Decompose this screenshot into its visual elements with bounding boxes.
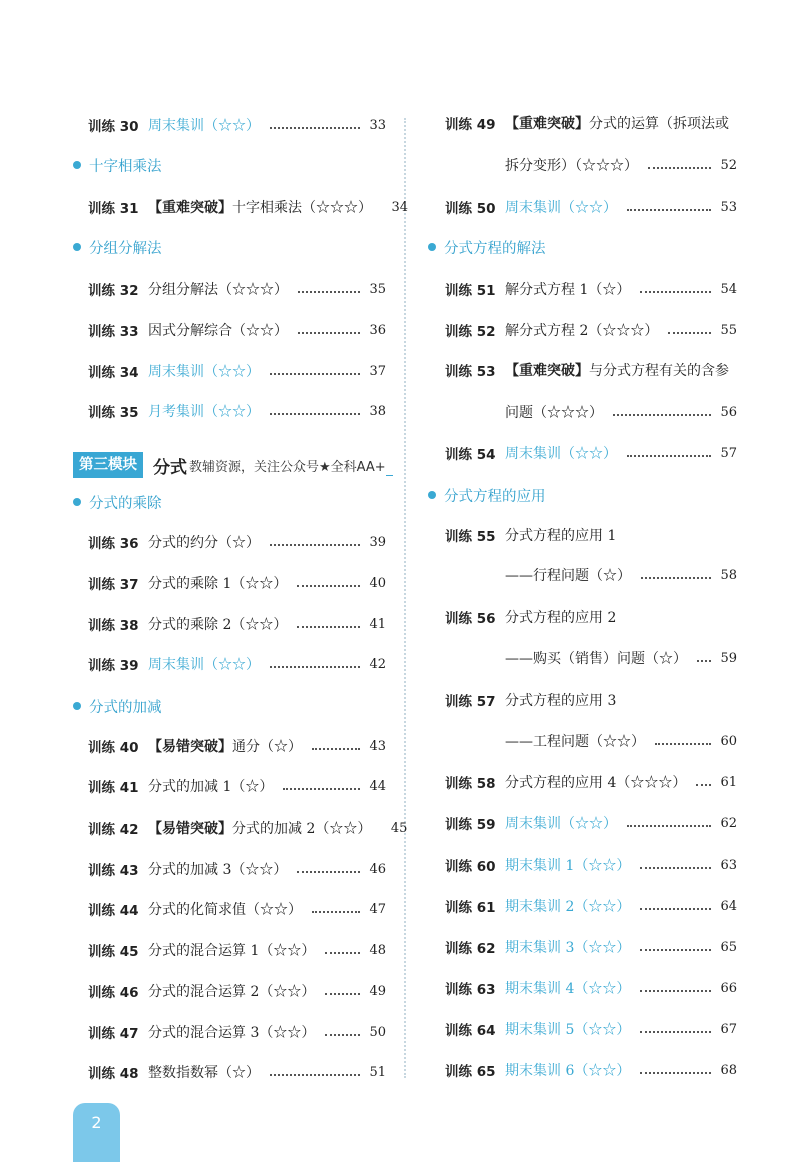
entry-title: 分组分解法（☆☆☆） [148, 282, 288, 298]
entry-title: 周末集训（☆☆） [505, 816, 617, 832]
section-header: 十字相乘法 [73, 154, 162, 176]
entry-number: 训练 45 [88, 944, 139, 960]
entry-page: 33 [369, 117, 386, 133]
entry-page: 40 [369, 575, 386, 591]
toc-entry[interactable] [445, 688, 737, 712]
entry-title: 十字相乘法（☆☆☆） [232, 200, 372, 216]
dot-leader [325, 952, 360, 954]
toc-entry[interactable] [88, 979, 386, 1003]
entry-page: 41 [369, 616, 386, 632]
entry-number: 训练 41 [88, 780, 139, 796]
entry-number: 训练 50 [445, 201, 496, 217]
bullet-dot-icon [73, 161, 81, 169]
toc-entry[interactable] [88, 195, 408, 219]
entry-title: 期末集训 1（☆☆） [505, 858, 631, 874]
toc-entry[interactable] [445, 811, 737, 835]
section-header: 分式的加减 [73, 695, 162, 717]
entry-page: 57 [720, 445, 737, 461]
entry-title: 分式的加减 2（☆☆） [232, 821, 372, 837]
toc-entry[interactable] [88, 816, 408, 840]
entry-page: 35 [369, 281, 386, 297]
dot-leader [270, 373, 360, 375]
toc-entry[interactable] [445, 935, 737, 959]
entry-number: 训练 62 [445, 941, 496, 957]
entry-number: 训练 51 [445, 283, 496, 299]
entry-page: 43 [369, 738, 386, 754]
dot-leader [641, 577, 711, 579]
entry-title: 解分式方程 2（☆☆☆） [505, 323, 659, 339]
entry-page: 59 [720, 650, 737, 666]
dot-leader [325, 1034, 360, 1036]
entry-page: 51 [369, 1064, 386, 1080]
toc-entry[interactable] [445, 770, 737, 794]
entry-title: 月考集训（☆☆） [148, 404, 260, 420]
entry-number: 训练 52 [445, 324, 496, 340]
dot-leader [297, 585, 360, 587]
entry-number: 训练 43 [88, 863, 139, 879]
dot-leader [640, 1072, 711, 1074]
entry-number: 训练 63 [445, 982, 496, 998]
dot-leader [298, 291, 360, 293]
entry-title: 周末集训（☆☆） [148, 118, 260, 134]
dot-leader [613, 414, 711, 416]
entry-number: 训练 57 [445, 694, 496, 710]
dot-leader [627, 825, 711, 827]
toc-entry[interactable] [88, 652, 386, 676]
entry-title: 分式的混合运算 1（☆☆） [148, 943, 316, 959]
toc-entry[interactable] [88, 938, 386, 962]
entry-number: 训练 59 [445, 817, 496, 833]
toc-entry[interactable] [88, 612, 386, 636]
entry-title: 期末集训 2（☆☆） [505, 899, 631, 915]
section-header: 分式的乘除 [73, 491, 162, 513]
entry-page: 68 [720, 1062, 737, 1078]
dot-leader [627, 455, 711, 457]
entry-page: 50 [369, 1024, 386, 1040]
bullet-dot-icon [73, 702, 81, 710]
toc-entry[interactable] [445, 195, 737, 219]
entry-number: 训练 40 [88, 740, 139, 756]
entry-number: 训练 58 [445, 776, 496, 792]
entry-page: 37 [369, 363, 386, 379]
dot-leader [270, 413, 360, 415]
entry-title: ——工程问题（☆☆） [505, 734, 645, 750]
dot-leader [297, 626, 360, 628]
entry-title: 分式的乘除 2（☆☆） [148, 617, 288, 633]
bullet-dot-icon [73, 498, 81, 506]
entry-number: 训练 32 [88, 283, 139, 299]
toc-entry[interactable] [88, 774, 386, 798]
module-banner [73, 452, 393, 478]
entry-number: 训练 54 [445, 447, 496, 463]
dot-leader [640, 908, 711, 910]
entry-title: 分式的加减 1（☆） [148, 779, 274, 795]
entry-number: 训练 35 [88, 405, 139, 421]
entry-page: 47 [369, 901, 386, 917]
dot-leader [270, 127, 360, 129]
toc-entry[interactable] [88, 734, 386, 758]
entry-page: 64 [720, 898, 737, 914]
entry-page: 39 [369, 534, 386, 550]
toc-entry[interactable] [88, 359, 386, 383]
section-header: 分组分解法 [73, 236, 162, 258]
entry-number: 训练 42 [88, 822, 139, 838]
entry-number: 训练 31 [88, 201, 139, 217]
entry-tag: 【重难突破】 [505, 363, 589, 379]
dot-leader [298, 332, 360, 334]
toc-entry[interactable] [445, 441, 737, 465]
module-label: 第三模块 [73, 452, 143, 478]
entry-title: 分式方程的应用 2 [505, 610, 617, 626]
entry-tag: 【易错突破】 [148, 821, 232, 837]
entry-number: 训练 39 [88, 658, 139, 674]
toc-entry[interactable] [88, 399, 386, 423]
entry-number: 训练 33 [88, 324, 139, 340]
entry-title: 周末集训（☆☆） [148, 364, 260, 380]
entry-number: 训练 56 [445, 611, 496, 627]
dot-leader [270, 1074, 360, 1076]
entry-page: 53 [720, 199, 737, 215]
entry-title: 分式的混合运算 3（☆☆） [148, 1025, 316, 1041]
toc-entry[interactable] [88, 857, 386, 881]
entry-title: 分式的运算（拆项法或 [589, 116, 729, 132]
entry-number: 训练 46 [88, 985, 139, 1001]
column-divider [404, 118, 406, 1078]
dot-leader [627, 209, 711, 211]
page-number: 2 [91, 1113, 102, 1132]
entry-page: 62 [720, 815, 737, 831]
toc-entry[interactable] [445, 111, 737, 135]
toc-entry[interactable] [445, 563, 737, 587]
dot-leader [640, 291, 711, 293]
entry-title: 分式的化简求值（☆☆） [148, 902, 302, 918]
bullet-dot-icon [428, 243, 436, 251]
entry-title: 问题（☆☆☆） [505, 405, 603, 421]
entry-tag: 【重难突破】 [505, 116, 589, 132]
bullet-dot-icon [428, 491, 436, 499]
entry-page: 36 [369, 322, 386, 338]
entry-page: 61 [720, 774, 737, 790]
toc-entry[interactable] [88, 571, 386, 595]
dot-leader [696, 784, 711, 786]
entry-number: 训练 34 [88, 365, 139, 381]
module-underline [386, 475, 393, 476]
dot-leader [640, 990, 711, 992]
entry-page: 67 [720, 1021, 737, 1037]
dot-leader [270, 666, 360, 668]
entry-title: ——购买（销售）问题（☆） [505, 651, 687, 667]
dot-leader [640, 867, 711, 869]
toc-entry[interactable] [445, 729, 737, 753]
toc-entry[interactable] [445, 1058, 737, 1082]
dot-leader [640, 1031, 711, 1033]
entry-page: 49 [369, 983, 386, 999]
entry-title: 解分式方程 1（☆） [505, 282, 631, 298]
entry-number: 训练 44 [88, 903, 139, 919]
entry-page: 60 [720, 733, 737, 749]
entry-title: 期末集训 6（☆☆） [505, 1063, 631, 1079]
entry-tag: 【重难突破】 [148, 200, 232, 216]
dot-leader [270, 544, 360, 546]
dot-leader [312, 911, 360, 913]
page-number-tab [73, 1103, 120, 1162]
entry-number: 训练 55 [445, 529, 496, 545]
entry-title: ——行程问题（☆） [505, 568, 631, 584]
entry-title: 分式的混合运算 2（☆☆） [148, 984, 316, 1000]
entry-page: 58 [720, 567, 737, 583]
entry-number: 训练 49 [445, 117, 496, 133]
entry-title: 期末集训 3（☆☆） [505, 940, 631, 956]
entry-page: 42 [369, 656, 386, 672]
toc-entry[interactable] [445, 523, 737, 547]
dot-leader [325, 993, 360, 995]
dot-leader [655, 743, 711, 745]
dot-leader [648, 167, 711, 169]
toc-entry[interactable] [445, 605, 737, 629]
dot-leader [297, 871, 360, 873]
entry-page: 52 [720, 157, 737, 173]
toc-entry[interactable] [445, 358, 737, 382]
entry-number: 训练 65 [445, 1064, 496, 1080]
toc-entry[interactable] [88, 113, 386, 137]
entry-title: 周末集训（☆☆） [505, 446, 617, 462]
toc-entry[interactable] [88, 1060, 386, 1084]
entry-title: 期末集训 4（☆☆） [505, 981, 631, 997]
toc-entry[interactable] [445, 277, 737, 301]
dot-leader [668, 332, 711, 334]
toc-entry[interactable] [88, 530, 386, 554]
entry-title: 期末集训 5（☆☆） [505, 1022, 631, 1038]
entry-number: 训练 36 [88, 536, 139, 552]
entry-page: 45 [390, 820, 408, 836]
dot-leader [283, 788, 360, 790]
entry-number: 训练 47 [88, 1026, 139, 1042]
entry-number: 训练 61 [445, 900, 496, 916]
entry-title: 分式方程的应用 4（☆☆☆） [505, 775, 687, 791]
entry-title: 分式的加减 3（☆☆） [148, 862, 288, 878]
entry-page: 44 [369, 778, 386, 794]
section-header: 分式方程的应用 [428, 484, 546, 506]
entry-title: 整数指数幂（☆） [148, 1065, 260, 1081]
entry-page: 48 [369, 942, 386, 958]
entry-title: 周末集训（☆☆） [148, 657, 260, 673]
toc-entry[interactable] [88, 277, 386, 301]
entry-page: 54 [720, 281, 737, 297]
module-name: 分式 [153, 457, 187, 478]
entry-page: 66 [720, 980, 737, 996]
entry-title: 周末集训（☆☆） [505, 200, 617, 216]
bullet-dot-icon [73, 243, 81, 251]
dot-leader [697, 660, 711, 662]
entry-tag: 【易错突破】 [148, 739, 232, 755]
entry-title: 分式方程的应用 3 [505, 693, 617, 709]
entry-title: 因式分解综合（☆☆） [148, 323, 288, 339]
entry-title: 分式的乘除 1（☆☆） [148, 576, 288, 592]
toc-entry[interactable] [88, 1020, 386, 1044]
toc-entry[interactable] [445, 894, 737, 918]
dot-leader [312, 748, 360, 750]
entry-page: 55 [720, 322, 737, 338]
module-note: 教辅资源，关注公众号★全科AA+ [189, 459, 386, 475]
entry-number: 训练 30 [88, 119, 139, 135]
entry-number: 训练 53 [445, 364, 496, 380]
entry-title: 与分式方程有关的含参 [589, 363, 729, 379]
toc-entry[interactable] [445, 153, 737, 177]
entry-page: 65 [720, 939, 737, 955]
entry-number: 训练 37 [88, 577, 139, 593]
entry-title: 分式的约分（☆） [148, 535, 260, 551]
entry-title: 通分（☆） [232, 739, 302, 755]
entry-number: 训练 48 [88, 1066, 139, 1082]
toc-entry[interactable] [445, 976, 737, 1000]
entry-title: 分式方程的应用 1 [505, 528, 617, 544]
dot-leader [640, 949, 711, 951]
entry-page: 38 [369, 403, 386, 419]
entry-page: 46 [369, 861, 386, 877]
entry-page: 56 [720, 404, 737, 420]
entry-number: 训练 38 [88, 618, 139, 634]
toc-entry[interactable] [445, 1017, 737, 1041]
entry-title: 拆分变形）（☆☆☆） [505, 158, 638, 174]
entry-number: 训练 60 [445, 859, 496, 875]
entry-number: 训练 64 [445, 1023, 496, 1039]
toc-entry[interactable] [445, 400, 737, 424]
toc-entry[interactable] [88, 897, 386, 921]
toc-entry[interactable] [445, 853, 737, 877]
toc-entry[interactable] [445, 646, 737, 670]
entry-page: 34 [391, 199, 408, 215]
toc-entry[interactable] [88, 318, 386, 342]
entry-page: 63 [720, 857, 737, 873]
toc-entry[interactable] [445, 318, 737, 342]
section-header: 分式方程的解法 [428, 236, 546, 258]
